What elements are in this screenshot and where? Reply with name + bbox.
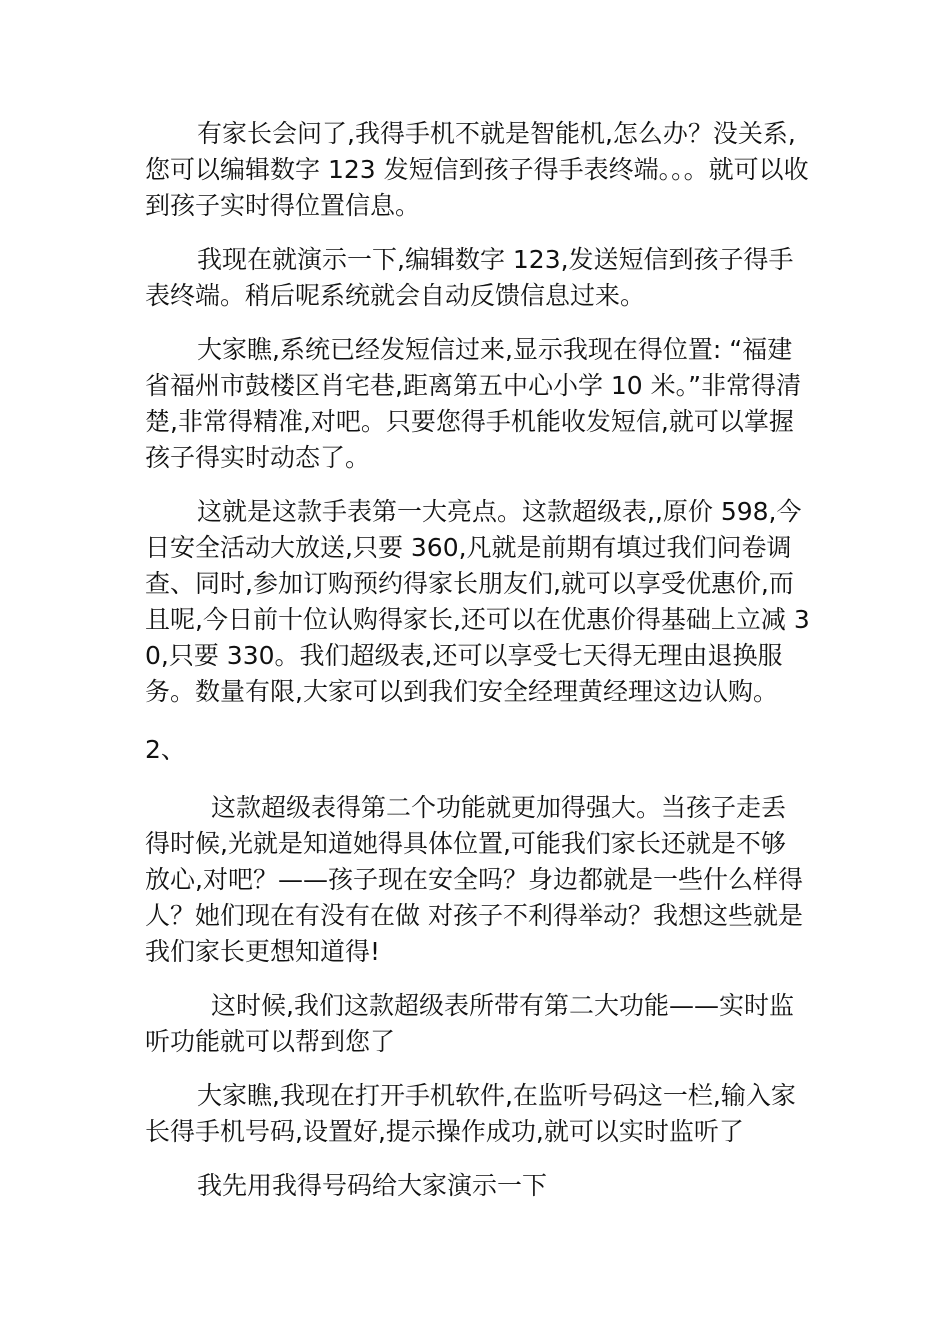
paragraph-app-setup: 大家瞧,我现在打开手机软件,在监听号码这一栏,输入家长得手机号码,设置好,提示操作成功,就可以实时监听了 [145,1081,796,1146]
paragraph-demo-number: 我先用我得号码给大家演示一下 [197,1171,548,1200]
document-body [145,116,810,1222]
paragraph-monitoring-feature: 这时候,我们这款超级表所带有第二大功能——实时监听功能就可以帮到您了 [145,991,794,1056]
paragraph-smartphone-question: 有家长会问了,我得手机不就是智能机,怎么办？没关系,您可以编辑数字 123 发短信到孩子得手表终端。。。就可以收到孩子实时得位置信息。 [145,119,809,220]
paragraph-second-feature: 这款超级表得第二个功能就更加得强大。当孩子走丢得时候,光就是知道她得具体位置,可能我们家长还就是不够放心,对吧？——孩子现在安全吗？身边都就是一些什么样得人？她们现在有没有在做 对孩子不利得举动？我想这些就是我们家长更想知道得! [145,793,803,966]
section-number: 2、 [145,735,186,764]
paragraph-location-reply: 大家瞧,系统已经发短信过来,显示我现在得位置: “福建省福州市鼓楼区肖宅巷,距离第五中心小学 10 米。”非常得清楚,非常得精准,对吧。只要您得手机能收发短信,就可以掌握孩子得实时动态了。 [145,335,802,472]
paragraph-price-offer: 这就是这款手表第一大亮点。这款超级表,,原价 598,今日安全活动大放送,只要 360,凡就是前期有填过我们问卷调查、同时,参加订购预约得家长朋友们,就可以享受优惠价,而且呢,今日前十位认购得家长,还可以在优惠价得基础上立减 30,只要 330。我们超级表,还可以享受七天得无理由退换服务。数量有限,大家可以到我们安全经理黄经理这边认购。 [145,497,810,706]
paragraph-demo-sms: 我现在就演示一下,编辑数字 123,发送短信到孩子得手表终端。稍后呢系统就会自动反馈信息过来。 [145,245,794,310]
